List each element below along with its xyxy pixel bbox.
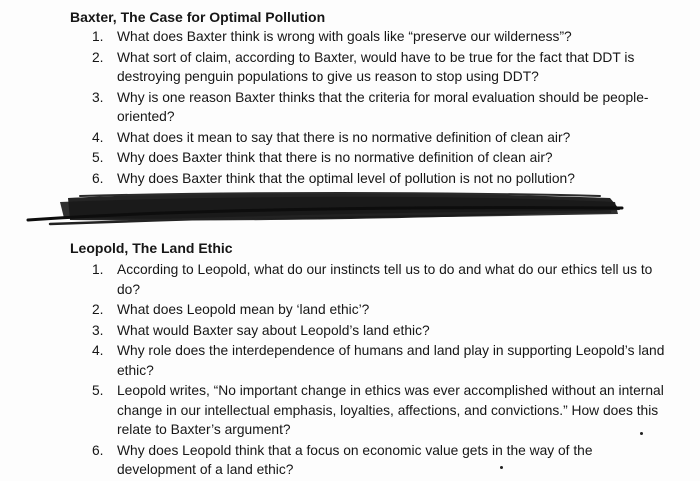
question-text: Why does Leopold think that a focus on economic value gets in the way of the development of a land ethic? [117,442,593,477]
question-text: What sort of claim, according to Baxter, would have to be true for the fact that DDT is destroying penguin populations to give us reason to stop using DDT? [117,49,635,84]
question-number: 5. [92,383,104,398]
question-item [0,148,700,168]
question-text: Why role does the interdependence of humans and land play in supporting Leopold’s land ethic? [117,343,665,378]
question-text: What would Baxter say about Leopold’s land ethic? [117,322,430,338]
question-text: Why does Baxter think that there is no normative definition of clean air? [117,150,553,165]
question-number: 1. [92,262,104,277]
question-number: 4. [92,343,104,358]
question-text: What does Baxter think is wrong with goals like “preserve our wilderness”? [117,29,572,44]
question-item [0,441,700,480]
question-text: Leopold writes, “No important change in ethics was ever accomplished without an internal change in our intellectual emphasis, loyalties, affections, and convictions.” How does this relate to Baxter’s argument? [117,383,664,437]
question-number: 6. [92,170,104,186]
section-title-leopold: Leopold, The Land Ethic [70,240,233,256]
question-number: 1. [92,29,104,44]
question-text: Why is one reason Baxter thinks that the criteria for moral evaluation should be people-oriented? [117,89,649,124]
question-number: 3. [92,89,104,105]
question-text: According to Leopold, what do our instincts tell us to do and what do our ethics tell us to do? [117,262,653,297]
question-number: 3. [92,322,104,338]
question-number: 6. [92,442,104,458]
question-item [0,128,700,148]
question-item [0,88,700,127]
section-title-baxter: Baxter, The Case for Optimal Pollution [70,9,326,25]
question-number: 2. [92,49,104,65]
question-text: Why does Baxter think that the optimal level of pollution is not no pollution? [117,170,575,186]
question-item [0,341,700,380]
question-text: What does Leopold mean by ‘land ethic’? [117,302,370,317]
question-item [0,300,700,320]
question-list-baxter [0,27,700,189]
stray-mark [640,432,643,435]
question-list-leopold [0,260,700,481]
question-item [0,169,700,189]
question-number: 4. [92,129,104,145]
redaction-scribble [20,188,630,230]
question-item [0,260,700,299]
question-item [0,27,700,47]
question-number: 5. [92,150,104,165]
question-item [0,48,700,87]
question-number: 2. [92,302,104,317]
stray-mark [500,466,503,469]
question-text: What does it mean to say that there is no normative definition of clean air? [117,129,571,145]
question-item [0,381,700,440]
question-item [0,321,700,341]
